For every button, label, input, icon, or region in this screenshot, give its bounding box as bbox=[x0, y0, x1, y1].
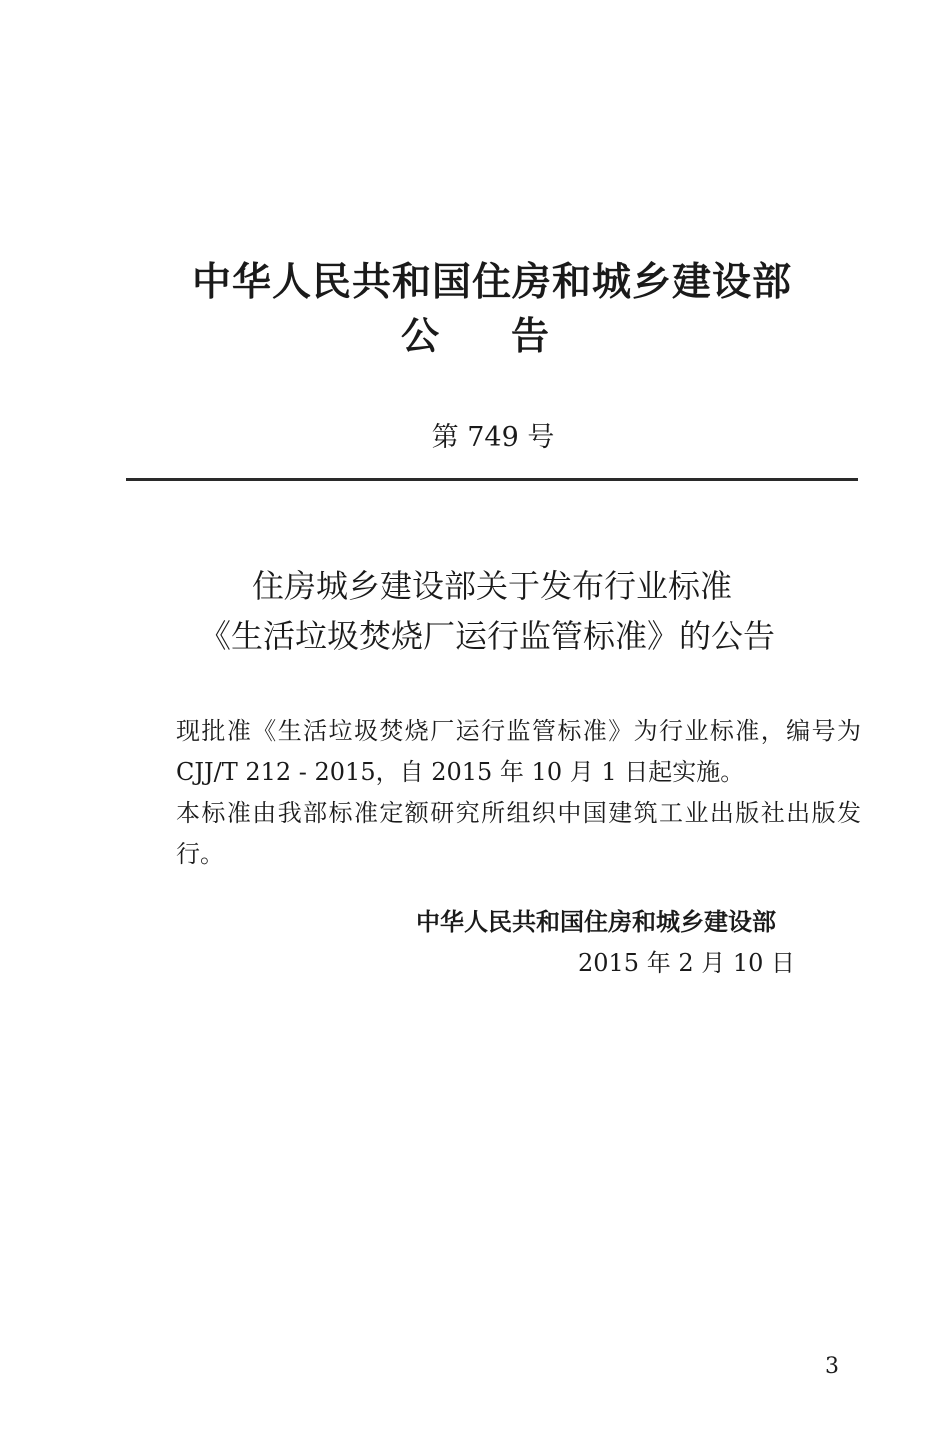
document-type bbox=[0, 310, 950, 362]
document-type-char-2: 告 bbox=[511, 314, 550, 358]
announcement-title-line-1: 住房城乡建设部关于发布行业标准 bbox=[251, 567, 732, 605]
document-type-char-1: 公 bbox=[401, 314, 440, 358]
body-paragraph-approval bbox=[126, 711, 861, 793]
signature-organization: 中华人民共和国住房和城乡建设部 bbox=[416, 908, 776, 936]
announcement-title-line-2: 《生活垃圾焚烧厂运行监管标准》的公告 bbox=[198, 617, 775, 655]
body-paragraph-publishing bbox=[126, 793, 861, 875]
signature-date: 2015 年 2 月 10 日 bbox=[578, 949, 796, 977]
body-paragraph-publishing-text: 本标准由我部标准定额研究所组织中国建筑工业出版社出版发行。 bbox=[176, 799, 861, 868]
header-divider bbox=[126, 478, 858, 481]
issuing-authority: 中华人民共和国住房和城乡建设部 bbox=[191, 260, 792, 305]
body-paragraph-approval-text: 现批准《生活垃圾焚烧厂运行监管标准》为行业标准，编号为 CJJ/T 212 - 2015，自 2015 年 10 月 1 日起实施。 bbox=[176, 717, 861, 786]
page-number: 3 bbox=[825, 1354, 839, 1379]
announcement-number: 第 749 号 bbox=[431, 422, 555, 453]
